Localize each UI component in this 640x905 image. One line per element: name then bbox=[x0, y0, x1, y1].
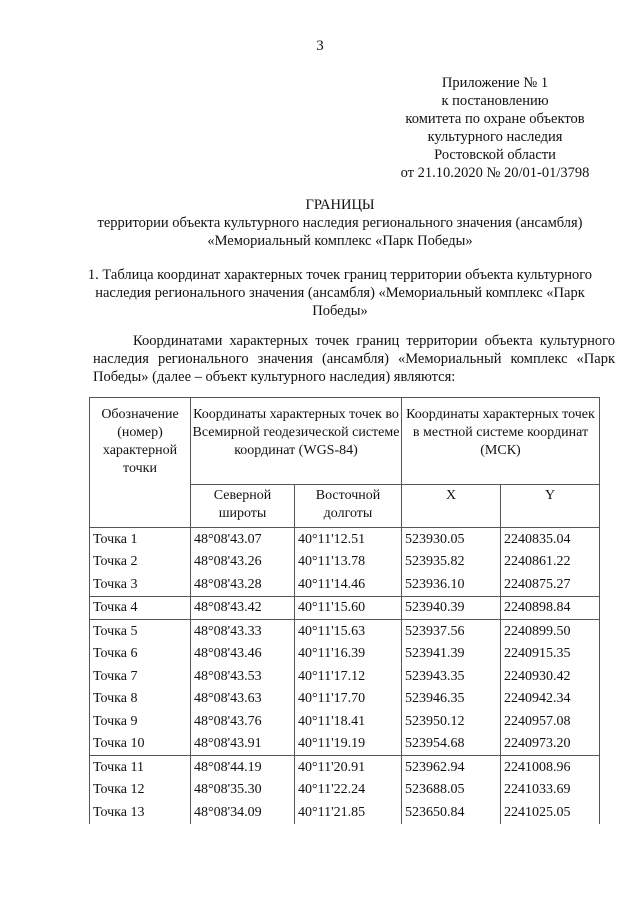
point-cell: Точка 11 bbox=[90, 756, 191, 779]
y-cell: 2240942.34 bbox=[501, 688, 600, 711]
longitude-cell: 40°11'12.51 bbox=[295, 528, 402, 551]
table-row bbox=[90, 733, 600, 756]
point-cell: Точка 13 bbox=[90, 801, 191, 824]
y-cell: 2240930.42 bbox=[501, 665, 600, 688]
y-cell: 2240899.50 bbox=[501, 620, 600, 643]
intro-paragraph: Координатами характерных точек границ территории объекта культурного наследия регионального значения (ансамбля) «Мемориальный комплекс «Парк Победы» (далее – объект культурного наследия) являются: bbox=[93, 333, 615, 385]
x-cell: 523935.82 bbox=[402, 551, 501, 574]
point-cell: Точка 2 bbox=[90, 551, 191, 574]
longitude-cell: 40°11'14.46 bbox=[295, 573, 402, 596]
longitude-cell: 40°11'19.19 bbox=[295, 733, 402, 756]
latitude-cell: 48°08'43.53 bbox=[191, 665, 295, 688]
header-y: Y bbox=[501, 485, 600, 528]
document-heading bbox=[60, 196, 620, 250]
x-cell: 523954.68 bbox=[402, 733, 501, 756]
table-row bbox=[90, 756, 600, 779]
latitude-cell: 48°08'44.19 bbox=[191, 756, 295, 779]
point-cell: Точка 6 bbox=[90, 643, 191, 666]
appendix-line: к постановлению bbox=[441, 93, 549, 109]
document-subtitle: «Мемориальный комплекс «Парк Победы» bbox=[207, 233, 473, 249]
table-row bbox=[90, 801, 600, 824]
appendix-line: Приложение № 1 bbox=[441, 75, 549, 91]
latitude-cell: 48°08'43.91 bbox=[191, 733, 295, 756]
table-row bbox=[90, 573, 600, 596]
x-cell: 523943.35 bbox=[402, 665, 501, 688]
longitude-cell: 40°11'13.78 bbox=[295, 551, 402, 574]
point-cell: Точка 9 bbox=[90, 710, 191, 733]
coordinates-table bbox=[89, 397, 600, 824]
point-cell: Точка 4 bbox=[90, 596, 191, 620]
point-cell: Точка 5 bbox=[90, 620, 191, 643]
header-x: X bbox=[402, 485, 501, 528]
y-cell: 2240861.22 bbox=[501, 551, 600, 574]
point-cell: Точка 8 bbox=[90, 688, 191, 711]
y-cell: 2241008.96 bbox=[501, 756, 600, 779]
latitude-cell: 48°08'35.30 bbox=[191, 779, 295, 802]
point-cell: Точка 7 bbox=[90, 665, 191, 688]
table-row bbox=[90, 551, 600, 574]
page-number: 3 bbox=[316, 38, 324, 54]
table-row bbox=[90, 710, 600, 733]
longitude-cell: 40°11'21.85 bbox=[295, 801, 402, 824]
header-point-designation: Обозначение (номер) характерной точки bbox=[90, 398, 191, 528]
longitude-cell: 40°11'17.12 bbox=[295, 665, 402, 688]
x-cell: 523936.10 bbox=[402, 573, 501, 596]
section-title: 1. Таблица координат характерных точек границ территории объекта культурного наследия регионального значения (ансамбля) «Мемориальный комплекс «Парк Победы» bbox=[87, 267, 593, 319]
y-cell: 2240898.84 bbox=[501, 596, 600, 620]
latitude-cell: 48°08'43.07 bbox=[191, 528, 295, 551]
latitude-cell: 48°08'34.09 bbox=[191, 801, 295, 824]
table-row bbox=[90, 596, 600, 620]
appendix-block bbox=[360, 74, 630, 182]
table-row bbox=[90, 643, 600, 666]
y-cell: 2240915.35 bbox=[501, 643, 600, 666]
appendix-line: Ростовской области bbox=[434, 147, 556, 163]
table-row bbox=[90, 620, 600, 643]
longitude-cell: 40°11'20.91 bbox=[295, 756, 402, 779]
table-row bbox=[90, 528, 600, 551]
longitude-cell: 40°11'18.41 bbox=[295, 710, 402, 733]
y-cell: 2240835.04 bbox=[501, 528, 600, 551]
y-cell: 2240875.27 bbox=[501, 573, 600, 596]
header-north-latitude: Северной широты bbox=[191, 485, 295, 528]
point-cell: Точка 3 bbox=[90, 573, 191, 596]
header-east-longitude: Восточной долготы bbox=[295, 485, 402, 528]
x-cell: 523946.35 bbox=[402, 688, 501, 711]
latitude-cell: 48°08'43.63 bbox=[191, 688, 295, 711]
table-row bbox=[90, 688, 600, 711]
x-cell: 523930.05 bbox=[402, 528, 501, 551]
x-cell: 523940.39 bbox=[402, 596, 501, 620]
point-cell: Точка 10 bbox=[90, 733, 191, 756]
latitude-cell: 48°08'43.28 bbox=[191, 573, 295, 596]
point-cell: Точка 12 bbox=[90, 779, 191, 802]
x-cell: 523937.56 bbox=[402, 620, 501, 643]
document-title: ГРАНИЦЫ bbox=[305, 197, 375, 213]
x-cell: 523950.12 bbox=[402, 710, 501, 733]
header-msk: Координаты характерных точек в местной системе координат (МСК) bbox=[402, 398, 600, 485]
point-cell: Точка 1 bbox=[90, 528, 191, 551]
appendix-date-line: от 21.10.2020 № 20/01-01/3798 bbox=[400, 165, 590, 181]
appendix-line: культурного наследия bbox=[427, 129, 563, 145]
latitude-cell: 48°08'43.33 bbox=[191, 620, 295, 643]
document-subtitle: территории объекта культурного наследия регионального значения (ансамбля) bbox=[97, 215, 583, 231]
x-cell: 523650.84 bbox=[402, 801, 501, 824]
table-row bbox=[90, 779, 600, 802]
table-row bbox=[90, 665, 600, 688]
y-cell: 2241033.69 bbox=[501, 779, 600, 802]
longitude-cell: 40°11'15.63 bbox=[295, 620, 402, 643]
longitude-cell: 40°11'17.70 bbox=[295, 688, 402, 711]
longitude-cell: 40°11'15.60 bbox=[295, 596, 402, 620]
longitude-cell: 40°11'22.24 bbox=[295, 779, 402, 802]
y-cell: 2240957.08 bbox=[501, 710, 600, 733]
x-cell: 523941.39 bbox=[402, 643, 501, 666]
appendix-line: комитета по охране объектов bbox=[405, 111, 585, 127]
longitude-cell: 40°11'16.39 bbox=[295, 643, 402, 666]
header-wgs84: Координаты характерных точек во Всемирной геодезической системе координат (WGS-84) bbox=[191, 398, 402, 485]
latitude-cell: 48°08'43.46 bbox=[191, 643, 295, 666]
x-cell: 523688.05 bbox=[402, 779, 501, 802]
latitude-cell: 48°08'43.26 bbox=[191, 551, 295, 574]
latitude-cell: 48°08'43.76 bbox=[191, 710, 295, 733]
x-cell: 523962.94 bbox=[402, 756, 501, 779]
y-cell: 2240973.20 bbox=[501, 733, 600, 756]
y-cell: 2241025.05 bbox=[501, 801, 600, 824]
latitude-cell: 48°08'43.42 bbox=[191, 596, 295, 620]
